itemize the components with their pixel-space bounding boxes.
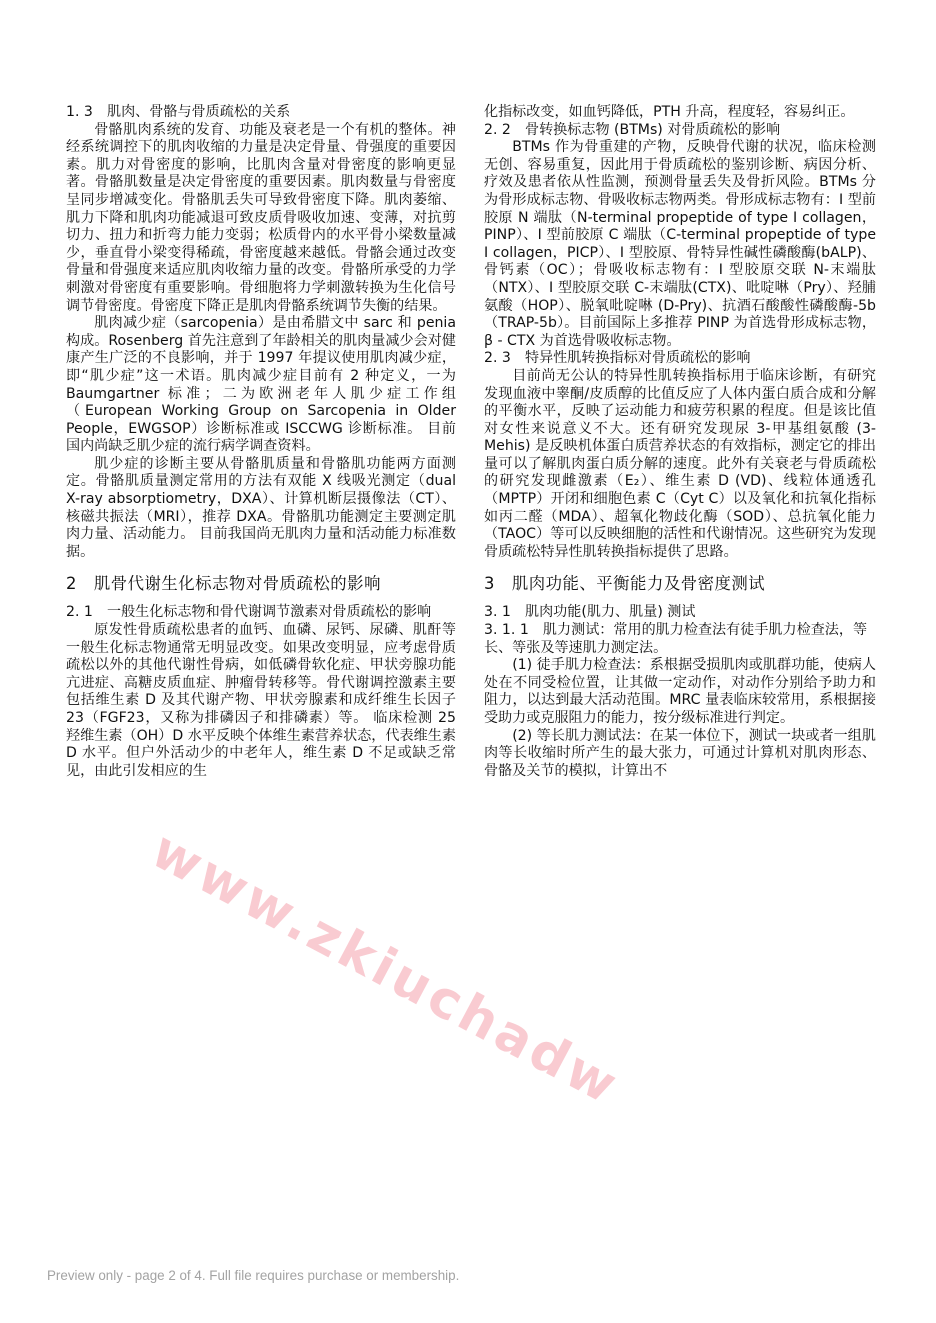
subsection-heading: 2. 3 特异性肌转换指标对骨质疏松的影响: [484, 350, 751, 367]
body-paragraph: 骨骼肌肉系统的发育、功能及衰老是一个有机的整体。神经系统调控下的肌肉收缩的力量是决定骨量、骨强度的重要因素。肌力对骨密度的影响，比肌肉含量对骨密度的影响更显著。骨骼肌数量是决定骨密度的重要因素。肌肉数量与骨密度呈同步增减变化。骨骼肌丢失可导致骨密度下降。肌肉萎缩、肌力下降和肌肉功能减退可致皮质骨吸收加速、变薄，对抗剪切力、扭力和折弯力能力变弱；松质骨内的水平骨小梁数量减少，垂直骨小梁变得稀疏，骨密度越来越低。骨骼会通过改变骨量和骨强度来适应肌肉收缩力量的改变。骨骼所承受的力学刺激对骨密度有重要影响。骨细胞将力学刺激转换为生化信号调节骨密度。骨密度下降正是肌肉骨骼系统调节失衡的结果。: [66, 121, 456, 314]
preview-footer: Preview only - page 2 of 4. Full file requires purchase or membership.: [47, 1268, 460, 1283]
right-column: [484, 104, 876, 780]
body-paragraph: 目前尚无公认的特异性肌转换指标用于临床诊断，有研究发现血液中睾酮/皮质醇的比值反应了人体内蛋白质合成和分解的平衡水平，反映了运动能力和疲劳积累的程度。但是该比值对女性来说意义不大。还有研究发现尿 3-甲基组氨酸 (3-Mehis) 是反映机体蛋白质营养状态的有效指标，测定它的排出量可以了解肌肉蛋白质分解的速度。此外有关衰老与骨质疏松的研究发现雌激素（E₂）、维生素 D (VD)、线粒体通透孔（MPTP）开闭和细胞色素 C（Cyt C）以及氧化和抗氧化指标如丙二醛（MDA）、超氧化物歧化酶（SOD）、总抗氧化能力（TAOC）等可以反映细胞的活性和代谢情况。这些研究为发现骨质疏松特异性肌转换指标提供了思路。: [484, 367, 876, 560]
subsection-heading: 1. 3 肌肉、骨骼与骨质疏松的关系: [66, 104, 291, 120]
section-heading: 3 肌肉功能、平衡能力及骨密度测试: [484, 574, 766, 594]
subsection-heading: 2. 1 一般生化标志物和骨代谢调节激素对骨质疏松的影响: [66, 604, 432, 621]
body-paragraph: (1) 徒手肌力检查法：系根据受损肌肉或肌群功能，使病人处在不同受检位置，让其做一定动作，对动作分别给予助力和阻力，以达到最大活动范围。MRC 量表临床较常用，系根据接受助力或克服阻力的能力，按分级标准进行判定。: [484, 657, 876, 726]
body-paragraph: 原发性骨质疏松患者的血钙、血磷、尿钙、尿磷、肌酐等一般生化标志物通常无明显改变。如果改变明显，应考虑骨质疏松以外的其他代谢性骨病，如低磷骨软化症、甲状旁腺功能亢进症、高糖皮质血症、肿瘤骨转移等。骨代谢调控激素主要包括维生素 D 及其代谢产物、甲状旁腺素和成纤维生长因子 23（FGF23，又称为排磷因子和排磷素）等。 临床检测 25 羟维生素（OH）D 水平反映个体维生素营养状态，代表维生素 D 水平。但户外活动少的中老年人，维生素 D 不足或缺乏常见，由此引发相应的生: [66, 622, 456, 779]
body-paragraph: 肌少症的诊断主要从骨骼肌质量和骨骼肌功能两方面测定。骨骼肌质量测定常用的方法有双能 X 线吸光测定（dual X-ray absorptiometry，DXA）、计算机断层摄像法（CT）、核磁共振法（MRI），推荐 DXA。骨骼肌功能测定主要测定肌肉力量、活动能力。 目前我国尚无肌肉力量和活动能力标准数据。: [66, 455, 456, 560]
left-column: [66, 104, 456, 780]
section-heading: 2 肌骨代谢生化标志物对骨质疏松的影响: [66, 574, 381, 594]
subsection-heading: 3. 1. 1 肌力测试：常用的肌力检查法有徒手肌力检查法，等长、等张及等速肌力测定法。: [484, 622, 868, 656]
subsection-heading: 3. 1 肌肉功能(肌力、肌量) 测试: [484, 604, 696, 621]
watermark: www.zkiuchadw: [141, 820, 630, 1118]
body-paragraph: BTMs 作为骨重建的产物，反映骨代谢的状况，临床检测无创、容易重复，因此用于骨质疏松的鉴别诊断、病因分析、疗效及患者依从性监测，预测骨量丢失及骨折风险。BTMs 分为骨形成标志物、骨吸收标志物两类。骨形成标志物有：I 型前胶原 N 端肽（N-terminal propeptide of type I collagen，PINP）、I 型前胶原 C 端肽（C-terminal propeptide of type I collagen，PICP）、I 型胶原、骨特异性碱性磷酸酶(bALP)、骨钙素（OC）；骨吸收标志物有：I 型胶原交联 N-末端肽（NTX）、I 型胶原交联 C-末端肽(CTX)、吡啶啉（Pry）、羟脯氨酸（HOP）、脱氧吡啶啉 (D-Pry)、抗酒石酸酸性磷酸酶-5b（TRAP-5b）。目前国际上多推荐 PINP 为首选骨形成标志物，β - CTX 为首选骨吸收标志物。: [484, 139, 876, 349]
subsection-heading: 2. 2 骨转换标志物 (BTMs) 对骨质疏松的影响: [484, 121, 781, 138]
body-paragraph: 肌肉减少症（sarcopenia）是由希腊文中 sarc 和 penia 构成。Rosenberg 首先注意到了年龄相关的肌肉量减少会对健康产生广泛的不良影响，并于 1997 年提议使用肌肉减少症，即“肌少症”这一术语。肌肉减少症目前有 2 种定义，一为 Baumgartner 标准；二为欧洲老年人肌少症工作组（European Working Group on Sarcopenia in Older People，EWGSOP）诊断标准或 ISCCWG 诊断标准。 目前国内尚缺乏肌少症的流行病学调查资料。: [66, 315, 456, 455]
body-paragraph: (2) 等长肌力测试法：在某一体位下，测试一块或者一组肌肉等长收缩时所产生的最大张力，可通过计算机对肌肉形态、骨骼及关节的模拟，计算出不: [484, 727, 876, 779]
body-paragraph: 化指标改变，如血钙降低，PTH 升高，程度轻，容易纠正。: [484, 104, 855, 120]
